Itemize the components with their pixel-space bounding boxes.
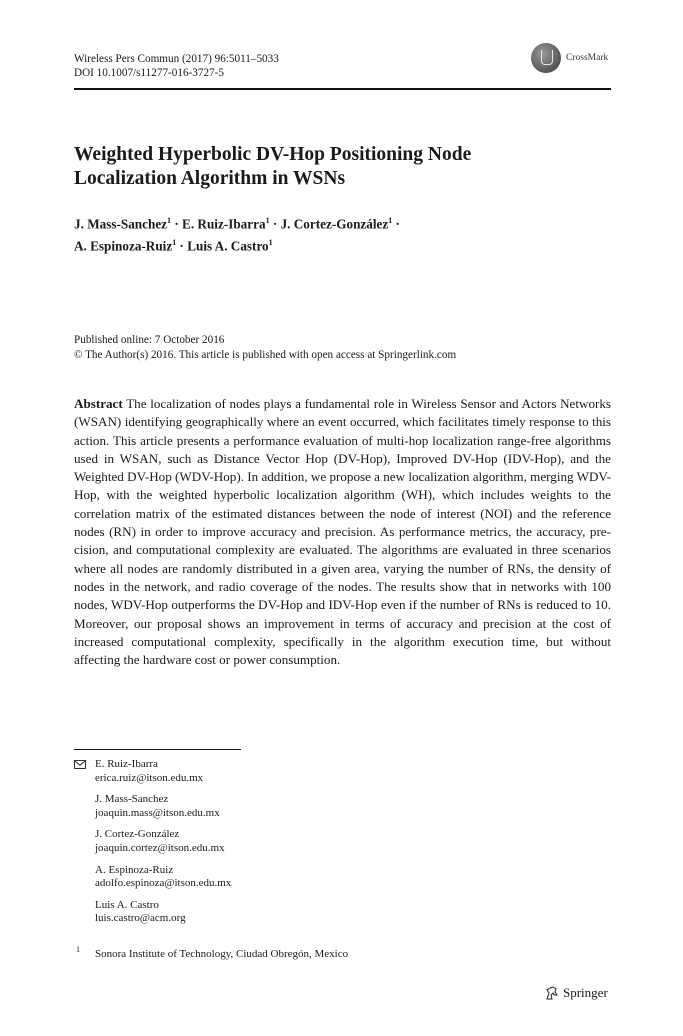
- contact-item: [95, 793, 231, 820]
- contact-email[interactable]: adolfo.espinoza@itson.edu.mx: [95, 877, 232, 890]
- author-affil-mark: 1: [265, 216, 270, 225]
- affiliation-number: 1: [76, 945, 80, 954]
- author-affil-mark: 1: [167, 216, 172, 225]
- abstract-heading: Abstract: [74, 396, 123, 411]
- contact-name: J. Mass-Sanchez: [95, 793, 169, 806]
- crossmark-icon: [531, 43, 561, 73]
- crossmark-label: CrossMark: [566, 53, 609, 63]
- abstract: [74, 395, 611, 669]
- author-name: E. Ruiz-Ibarra: [182, 216, 266, 232]
- contact-email[interactable]: joaquin.cortez@itson.edu.mx: [95, 841, 225, 854]
- publisher-name: Springer: [563, 985, 608, 1000]
- author-separator: ·: [176, 238, 188, 254]
- author-name: Luis A. Castro: [187, 238, 269, 254]
- springer-horse-icon: [544, 985, 560, 1001]
- contact-name: A. Espinoza-Ruiz: [95, 863, 174, 876]
- author-name: J. Mass-Sanchez: [74, 216, 168, 232]
- footnote-divider: [74, 749, 241, 750]
- author-name: A. Espinoza-Ruiz: [74, 238, 173, 254]
- journal-citation: Wireless Pers Commun (2017) 96:5011–5033: [74, 53, 279, 65]
- contact-name: Luis A. Castro: [95, 898, 159, 911]
- author-list: [74, 211, 611, 256]
- copyright-notice: © The Author(s) 2016. This article is published with open access at Springerlink.com: [74, 348, 457, 361]
- publisher-logo: [544, 985, 608, 1001]
- doi[interactable]: DOI 10.1007/s11277-016-3727-5: [74, 67, 224, 79]
- crossmark-badge[interactable]: [531, 43, 617, 75]
- contact-email[interactable]: joaquin.mass@itson.edu.mx: [95, 806, 220, 819]
- affiliation-text: Sonora Institute of Technology, Ciudad Obregón, Mexico: [95, 948, 349, 960]
- contact-item: [95, 864, 231, 891]
- publication-info: [74, 333, 456, 362]
- author-separator: ·: [392, 216, 400, 232]
- title-line-2: Localization Algorithm in WSNs: [74, 168, 346, 189]
- header-divider: [74, 88, 611, 90]
- contact-email[interactable]: erica.ruiz@itson.edu.mx: [95, 771, 204, 784]
- author-affil-mark: 1: [172, 238, 177, 248]
- envelope-icon: [74, 760, 86, 769]
- title-line-1: Weighted Hyperbolic DV-Hop Positioning Node: [74, 144, 472, 165]
- contact-email[interactable]: luis.castro@acm.org: [95, 912, 186, 925]
- author-separator: ·: [171, 216, 183, 232]
- abstract-text: The localization of nodes plays a fundamental role in Wireless Sensor and Actors Networks (WSAN) identifying geographically where an event occurred, which facilitates timely response to this action. This article presents a performance evaluation of multi-hop localization range-free algorithms used in WSAN, such as Distance Vector Hop (DV-Hop), Improved DV-Hop (IDV-Hop), and the Weighted DV-Hop (WDV-Hop). In addition, we propose a new localization algorithm, merging WDV-Hop, with the weighted hyperbolic localization algorithm (WH), which includes weights to the correlation matrix of the estimated distances between the node of interest (NOI) and the reference nodes (RN) in order to improve accuracy and precision. As performance metrics, the accuracy, precision, and computational complexity are evaluated. The algorithms are evaluated in three scenarios where all nodes are randomly distributed in a given area, varying the number of RNs, the density of nodes in the network, and radio coverage of the nodes. The results show that in networks with 100 nodes, WDV-Hop outperforms the DV-Hop and IDV-Hop even if the number of RNs is reduced to 10. Moreover, our proposal shows an improvement in terms of accuracy and precision at the cost of increased computational complexity, specifically in the algorithm execution time, but without affecting the hardware cost or power consumption.: [74, 396, 612, 668]
- journal-header: [74, 52, 279, 80]
- contact-item: [95, 828, 231, 855]
- author-affil-mark: 1: [388, 216, 393, 225]
- contact-list: [95, 758, 231, 934]
- contact-name: J. Cortez-González: [95, 828, 180, 841]
- contact-item: [95, 899, 231, 926]
- author-name: J. Cortez-González: [280, 216, 389, 232]
- published-date: Published online: 7 October 2016: [74, 334, 225, 346]
- contact-item: [95, 758, 231, 785]
- author-affil-mark: 1: [268, 238, 273, 248]
- author-separator: ·: [269, 216, 281, 232]
- contact-name: E. Ruiz-Ibarra: [95, 758, 158, 770]
- article-title: [74, 143, 594, 191]
